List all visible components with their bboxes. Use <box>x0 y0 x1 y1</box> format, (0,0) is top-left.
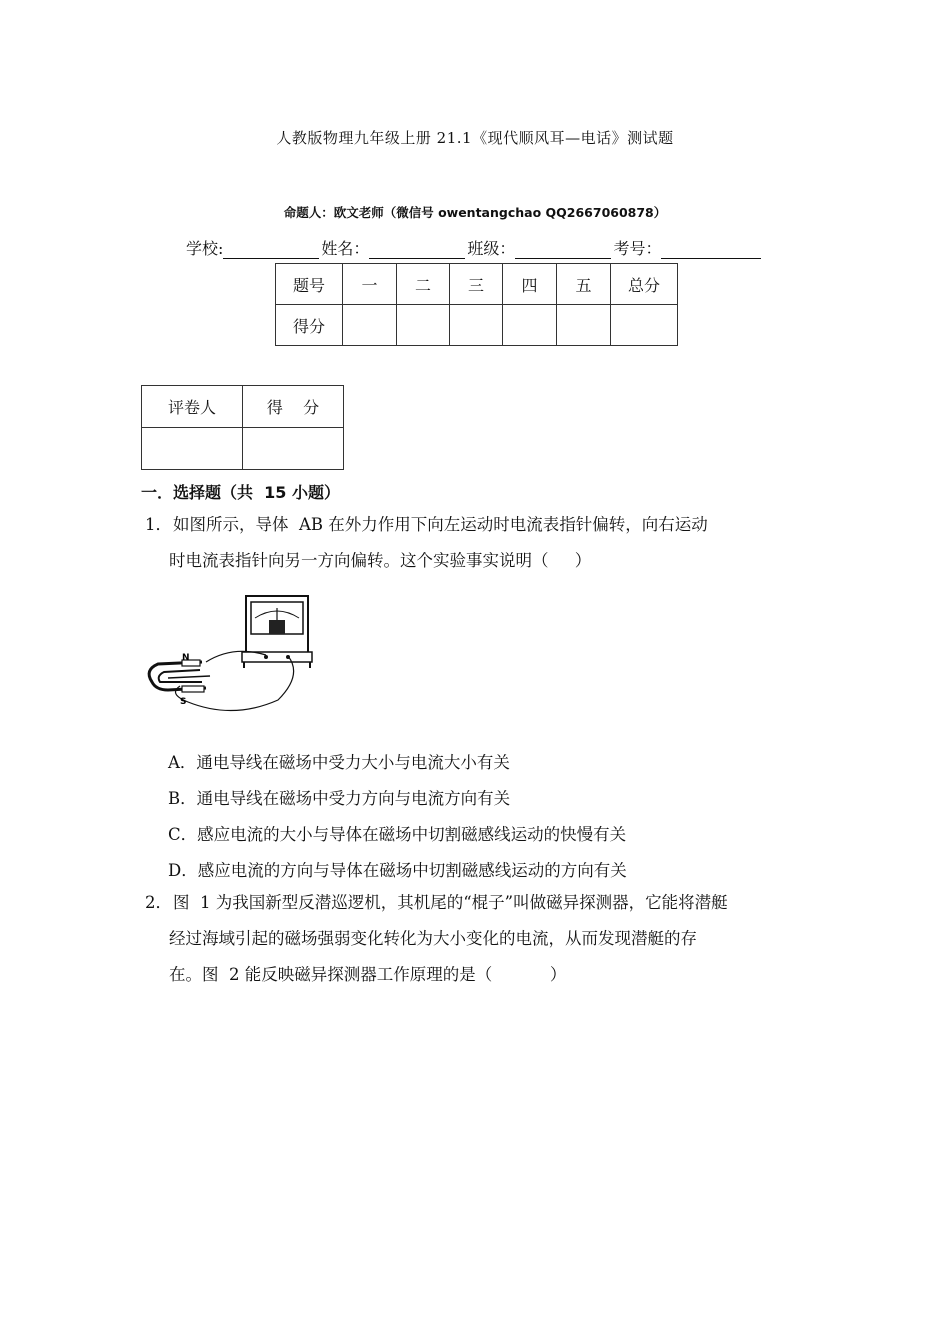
question-2 <box>145 885 825 993</box>
class-blank[interactable] <box>515 242 611 259</box>
option-d[interactable]: D．感应电流的方向与导体在磁场中切割磁感线运动的方向有关 <box>168 861 627 880</box>
experiment-figure <box>138 590 318 722</box>
score-table <box>275 263 678 346</box>
question-1 <box>145 507 825 579</box>
option-c[interactable]: C．感应电流的大小与导体在磁场中切割磁感线运动的快慢有关 <box>168 825 627 844</box>
exam-no-blank[interactable] <box>661 242 761 259</box>
galvanometer-icon <box>242 596 312 668</box>
author-line: 命题人：欧文老师（微信号 owentangchao QQ2667060878） <box>283 205 667 220</box>
question-text: 在。图 2 能反映磁异探测器工作原理的是（ ） <box>169 965 567 984</box>
magnet-s-label: S <box>180 697 187 707</box>
score-value-row <box>276 305 678 346</box>
class-label: 班级： <box>467 239 516 258</box>
question-text: 经过海域引起的磁场强弱变化转化为大小变化的电流，从而发现潜艇的存 <box>169 929 697 948</box>
school-blank[interactable] <box>223 242 319 259</box>
score-cell: 五 <box>557 264 611 305</box>
page-title: 人教版物理九年级上册 21.1《现代顺风耳—电话》测试题 <box>276 129 674 147</box>
student-info-line <box>186 236 763 259</box>
score-cell: 四 <box>503 264 557 305</box>
score-blank-cell[interactable] <box>557 305 611 346</box>
name-blank[interactable] <box>369 242 465 259</box>
score-blank-cell[interactable] <box>397 305 450 346</box>
score-cell: 一 <box>343 264 397 305</box>
name-label: 姓名： <box>321 239 370 258</box>
score-cell: 二 <box>397 264 450 305</box>
question-number: 1． <box>145 515 172 534</box>
score-cell: 题号 <box>276 264 343 305</box>
score-blank-cell[interactable] <box>611 305 678 346</box>
school-label: 学校: <box>186 239 224 258</box>
grader-score-label: 得 分 <box>243 386 344 428</box>
question-text: 时电流表指针向另一方向偏转。这个实验事实说明（ ） <box>169 551 592 570</box>
grader-table <box>141 385 344 470</box>
score-blank-cell[interactable] <box>343 305 397 346</box>
exam-no-label: 考号： <box>613 239 662 258</box>
score-blank-cell[interactable] <box>503 305 557 346</box>
question-number: 2． <box>145 893 172 912</box>
score-cell: 得分 <box>276 305 343 346</box>
grader-label: 评卷人 <box>142 386 243 428</box>
option-a[interactable]: A．通电导线在磁场中受力大小与电流大小有关 <box>168 753 510 772</box>
score-cell: 总分 <box>611 264 678 305</box>
score-header-row <box>276 264 678 305</box>
question-text: 如图所示，导体 AB 在外力作用下向左运动时电流表指针偏转，向右运动 <box>173 515 708 534</box>
option-b[interactable]: B．通电导线在磁场中受力方向与电流方向有关 <box>168 789 511 808</box>
score-cell: 三 <box>450 264 503 305</box>
magnet-n-label: N <box>182 653 190 663</box>
section-heading: 一．选择题（共 15 小题） <box>141 483 340 502</box>
grader-blank-cell[interactable] <box>142 428 243 470</box>
grader-score-blank-cell[interactable] <box>243 428 344 470</box>
horseshoe-magnet-icon <box>149 660 210 692</box>
score-blank-cell[interactable] <box>450 305 503 346</box>
question-text: 图 1 为我国新型反潜巡逻机，其机尾的“棍子”叫做磁异探测器，它能将潜艇 <box>173 893 728 912</box>
